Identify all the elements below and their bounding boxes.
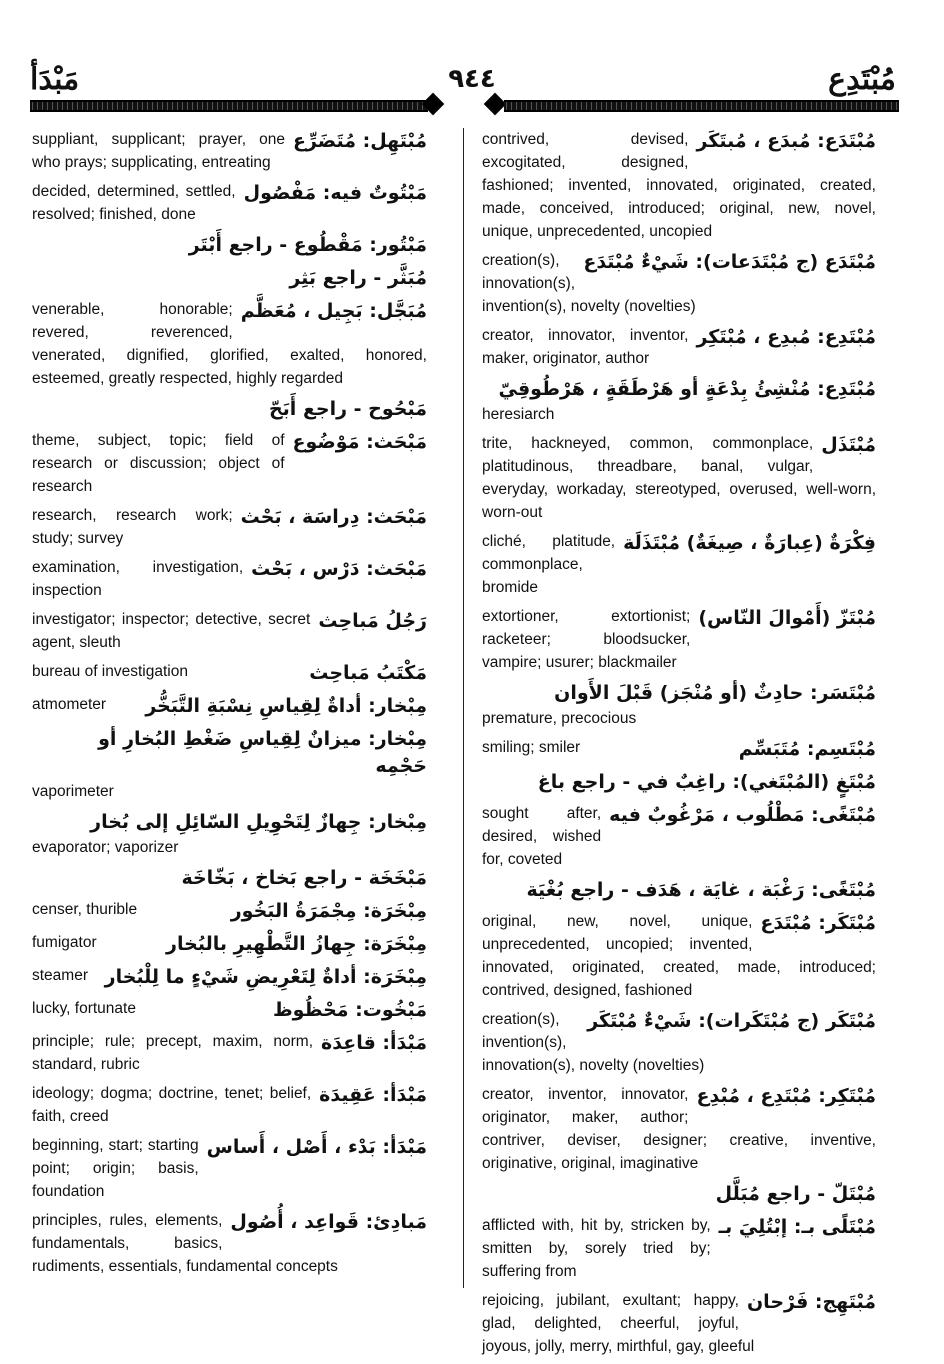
entry-english-definition: afflicted with, hit by, stricken by, smitten by, sorely tried by; suffering from — [482, 1217, 711, 1280]
entry-english-definition: atmometer — [32, 696, 107, 713]
entry-english-definition: cliché, platitude, commonplace, bromide — [482, 533, 616, 596]
entry-arabic-headword: مَبْتُوتٌ فيه: مَفْصُول — [243, 182, 427, 204]
entry-english-definition: contrived, devised, excogitated, designed, fashioned; invented, innovated, originated, created, made, conceived, introduced; original, new, novel, unique, unprecedented, uncopied — [482, 131, 876, 240]
header-guide-word-left: مَبْدَأ — [30, 63, 80, 96]
entry-english-definition: smiling; smiler — [482, 739, 581, 756]
page-number: ٩٤٤ — [448, 64, 496, 94]
dictionary-entry — [32, 726, 427, 803]
dictionary-entry — [482, 249, 876, 318]
entry-arabic-headword: مَبْتُور: مَقْطُوع - راجع أَبْتَر — [188, 234, 427, 256]
entry-english-definition: steamer — [32, 967, 88, 984]
dictionary-entry — [32, 1030, 427, 1076]
entry-arabic-headword: مُبْتَهِج: فَرْحان — [746, 1291, 876, 1313]
entry-arabic-headword: مَبْدَأ: عَقِيدَة — [319, 1084, 427, 1106]
dictionary-entry — [482, 1008, 876, 1077]
dictionary-entry — [32, 693, 427, 720]
column-divider — [463, 128, 464, 1288]
entry-arabic-headword: مُبْتَدَع (ج مُبْتَدَعات): شَيْءٌ مُبْتَدَع — [583, 251, 876, 273]
header-rule-right — [504, 100, 899, 112]
dictionary-entry — [482, 769, 876, 796]
entry-english-definition: censer, thurible — [32, 901, 138, 918]
entry-english-definition: investigator; inspector; detective, secret agent, sleuth — [32, 611, 311, 651]
dictionary-entry — [482, 1289, 876, 1358]
dictionary-entry — [482, 376, 876, 426]
dictionary-entry — [482, 1083, 876, 1175]
entry-arabic-headword: مُبْتَلّ - راجع مُبَلَّل — [715, 1183, 876, 1205]
entry-arabic-headword: مُبْتَكَر: مُبْتَدَع — [760, 912, 876, 934]
dictionary-entry — [32, 931, 427, 958]
dictionary-entry — [32, 128, 427, 174]
left-column — [32, 128, 427, 1284]
dictionary-entry — [482, 324, 876, 370]
entry-english-definition: evaporator; vaporizer — [32, 839, 179, 856]
entry-arabic-headword: مِبْخَرَة: مِجْمَرَةُ البَخُور — [230, 900, 427, 922]
entry-english-definition: venerable, honorable; revered, reverenced, venerated, dignified, glorified, exalted, honored, esteemed, greatly respected, highly regarded — [32, 301, 427, 387]
dictionary-entry — [482, 1214, 876, 1283]
dictionary-entry — [32, 865, 427, 892]
right-column — [482, 128, 876, 1364]
entry-arabic-headword: مُبْتَسِم: مُتَبَسِّم — [738, 738, 876, 760]
entry-english-definition: research, research work; study; survey — [32, 507, 233, 547]
dictionary-entry — [32, 180, 427, 226]
entry-arabic-headword: مُبْتَدِع: مُنْشِئُ بِدْعَةٍ أو هَرْطَقَةٍ ، هَرْطُوقِيّ — [498, 378, 876, 400]
entry-arabic-headword: مِبْخَرَة: جِهازُ التَّطْهِيرِ بالبُخار — [166, 933, 427, 955]
entry-arabic-headword: مُبْتَكِر: مُبْتَدِع ، مُبْدِع — [696, 1085, 876, 1107]
entry-english-definition: creation(s), innovation(s), invention(s), novelty (novelties) — [482, 252, 696, 315]
entry-english-definition: ideology; dogma; doctrine, tenet; belief, faith, creed — [32, 1085, 312, 1125]
entry-english-definition: premature, precocious — [482, 710, 637, 727]
entry-arabic-headword: مَبْحَث: دَرْس ، بَحْث — [251, 558, 427, 580]
dictionary-entry — [32, 556, 427, 602]
entry-english-definition: creator, innovator, inventor, maker, originator, author — [482, 327, 689, 367]
entry-arabic-headword: مُبْتَزّ (أَمْوالَ النّاس) — [698, 607, 876, 629]
entry-english-definition: theme, subject, topic; field of research or discussion; object of research — [32, 432, 285, 495]
dictionary-entry — [482, 530, 876, 599]
entry-arabic-headword: مُبْتَكَر (ج مُبْتَكَرات): شَيْءٌ مُبْتَكَر — [587, 1010, 876, 1032]
entry-arabic-headword: مُبْتَغًى: مَطْلُوب ، مَرْغُوبٌ فيه — [609, 804, 876, 826]
entry-english-definition: fumigator — [32, 934, 97, 951]
entry-english-definition: creator, inventor, innovator, originator, maker, author; contriver, deviser, designer; creative, inventive, originative, original, imaginative — [482, 1086, 876, 1172]
dictionary-entry — [32, 504, 427, 550]
header-guide-word-right: مُبْتَدِع — [828, 63, 896, 96]
entry-english-definition: heresiarch — [482, 406, 555, 423]
entry-english-definition: examination, investigation, inspection — [32, 559, 244, 599]
entry-english-definition: extortioner, extortionist; racketeer; bloodsucker, vampire; usurer; blackmailer — [482, 608, 691, 671]
entry-arabic-headword: مُبَثَّر - راجع بَثِر — [289, 267, 427, 289]
entry-arabic-headword: مَبْخَخَة - راجع بَخاخ ، بَخّاخَة — [181, 867, 427, 889]
entry-english-definition: decided, determined, settled, resolved; finished, done — [32, 183, 236, 223]
entry-arabic-headword: مِبْخَرَة: أداةٌ لِتَعْرِيضِ شَيْءٍ ما لِلْبُخار — [104, 966, 427, 988]
entry-english-definition: rejoicing, jubilant, exultant; happy, glad, delighted, cheerful, joyful, joyous, jolly, merry, mirthful, gay, gleeful — [482, 1292, 755, 1355]
dictionary-entry — [32, 396, 427, 423]
dictionary-entry — [482, 910, 876, 1002]
entry-english-definition: creation(s), invention(s), innovation(s), novelty (novelties) — [482, 1011, 705, 1074]
entry-english-definition: bureau of investigation — [32, 663, 188, 680]
entry-arabic-headword: مُبْتَغٍ (المُبْتَغي): راغِبٌ في - راجع باغ — [537, 771, 876, 793]
dictionary-entry — [32, 809, 427, 859]
dictionary-entry — [32, 232, 427, 259]
dictionary-entry — [32, 660, 427, 687]
entry-arabic-headword: مُبْتَهِل: مُتَضَرِّع — [292, 130, 427, 152]
entry-arabic-headword: مُبْتَغًى: رَغْبَة ، غايَة ، هَدَف - راجع بُغْيَة — [526, 879, 876, 901]
dictionary-entry — [32, 608, 427, 654]
entry-english-definition: original, new, novel, unique, unprecedented, uncopied; invented, innovated, originated, created, made, introduced; contrived, designed, fashioned — [482, 913, 876, 999]
dictionary-entry — [482, 802, 876, 871]
entry-arabic-headword: مُبْتَلًى بـ: إبْتُلِيَ بـ — [718, 1216, 876, 1238]
dictionary-entry — [32, 964, 427, 991]
dictionary-entry — [32, 429, 427, 498]
entry-english-definition: suppliant, supplicant; prayer, one who prays; supplicating, entreating — [32, 131, 285, 171]
entry-arabic-headword: مُبَجَّل: بَجِيل ، مُعَظَّم — [240, 300, 427, 322]
dictionary-entry — [32, 1082, 427, 1128]
entry-english-definition: lucky, fortunate — [32, 1000, 136, 1017]
entry-arabic-headword: مُبْتَسَر: حادِثٌ (أو مُنْجَز) قَبْلَ الأَوان — [554, 682, 876, 704]
entry-english-definition: principle; rule; precept, maxim, norm, standard, rubric — [32, 1033, 314, 1073]
dictionary-entry — [482, 128, 876, 243]
entry-arabic-headword: مَبْحَث: دِراسَة ، بَحْث — [240, 506, 427, 528]
entry-arabic-headword: فِكْرَةٌ (عِبارَةٌ ، صِيغَةٌ) مُبْتَذَلَة — [623, 532, 876, 554]
entry-arabic-headword: مُبْتَدِع: مُبدِع ، مُبْتَكِر — [696, 326, 876, 348]
entry-arabic-headword: مِبْخار: ميزانٌ لِقِياسِ ضَغْطِ البُخارِ أو حَجْمِه — [98, 728, 427, 777]
entry-arabic-headword: مَبادِئ: قَواعِد ، أُصُول — [230, 1211, 427, 1233]
dictionary-entry — [482, 877, 876, 904]
dictionary-entry — [482, 605, 876, 674]
entry-english-definition: trite, hackneyed, common, commonplace, platitudinous, threadbare, banal, vulgar, everyday, workaday, stereotyped, overused, well-worn, worn-out — [482, 435, 876, 521]
dictionary-entry — [32, 997, 427, 1024]
dictionary-entry — [32, 1209, 427, 1278]
header-rule-left — [30, 100, 428, 112]
dictionary-entry — [32, 898, 427, 925]
diamond-ornament-right — [484, 93, 507, 116]
entry-arabic-headword: مَبْخُوت: مَحْظُوظ — [272, 999, 427, 1021]
dictionary-entry — [482, 736, 876, 763]
dictionary-entry — [32, 265, 427, 292]
entry-arabic-headword: مَبْحُوح - راجع أَبَحّ — [268, 398, 427, 420]
dictionary-entry — [482, 1181, 876, 1208]
dictionary-entry — [482, 432, 876, 524]
entry-arabic-headword: مُبْتَدَع: مُبدَع ، مُبتَكَر — [696, 130, 876, 152]
entry-english-definition: vaporimeter — [32, 783, 114, 800]
entry-arabic-headword: رَجُلُ مَباحِث — [318, 610, 427, 632]
dictionary-entry — [482, 680, 876, 730]
entry-english-definition: beginning, start; starting point; origin; basis, foundation — [32, 1137, 199, 1200]
entry-arabic-headword: مُبْتَذَل — [821, 434, 876, 456]
entry-english-definition: principles, rules, elements, fundamentals, basics, rudiments, essentials, fundamental concepts — [32, 1212, 338, 1275]
entry-arabic-headword: مَبْدَأ: قاعِدَة — [321, 1032, 427, 1054]
entry-arabic-headword: مَكْتَبُ مَباحِث — [309, 662, 427, 684]
entry-arabic-headword: مَبْحَث: مَوْضُوع — [292, 431, 427, 453]
entry-arabic-headword: مِبْخار: جِهازٌ لِتَحْوِيلِ السّائِلِ إلى بُخار — [90, 811, 427, 833]
entry-english-definition: sought after, desired, wished for, coveted — [482, 805, 602, 868]
entry-arabic-headword: مَبْدَأ: بَدْء ، أَصْل ، أَساس — [206, 1136, 427, 1158]
entry-arabic-headword: مِبْخار: أداةٌ لِقِياسِ نِسْبَةِ التَّبَخُّر — [145, 695, 427, 717]
dictionary-entry — [32, 298, 427, 390]
dictionary-entry — [32, 1134, 427, 1203]
